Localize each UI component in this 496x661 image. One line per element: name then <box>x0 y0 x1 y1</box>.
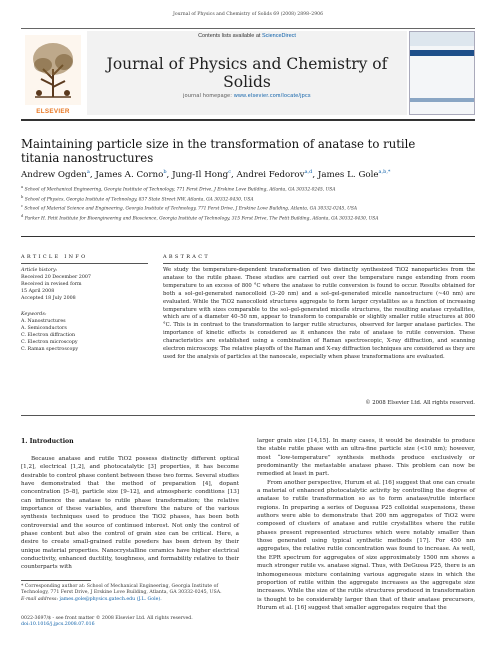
header-divider <box>21 236 475 237</box>
author-affil-mark: c <box>228 169 231 175</box>
masthead-bottom-rule <box>21 119 475 121</box>
elsevier-tree-icon <box>25 35 81 105</box>
keyword[interactable]: C. Raman spectroscopy <box>21 347 79 352</box>
affiliation-mark: d <box>21 214 24 219</box>
corresponding-author-footnote <box>21 584 239 603</box>
author-affil-mark: b <box>163 169 167 175</box>
affiliation-text: School of Physics, Georgia Institute of Technology, 837 State Street NW, Atlanta, GA 30332-0430, USA <box>24 197 254 203</box>
cover-stripe <box>410 50 474 56</box>
cover-stripe <box>410 98 474 102</box>
history-entry: 15 April 2008 <box>21 289 55 294</box>
affiliation-mark: c <box>21 204 24 209</box>
footnote-rule <box>21 580 91 581</box>
author-list: Andrew Ogden$^a$, James A. Corno$^b$, Jung-Il Hong$^c$, Andrei Fedorov$^{a,d}$, James L. Gole$^{a,b,*}$ <box>21 169 391 180</box>
affiliation-mark: b <box>21 194 24 199</box>
homepage-link[interactable]: www.elsevier.com/locate/jpcs <box>233 93 311 99</box>
contents-prefix: Contents lists available at <box>198 33 262 39</box>
body-paragraph: larger grain size [14,15]. In many cases, it would be desirable to produce the stable rutile phase with an ultra-fine particle size (<10 nm); however, most “low-temperature” synthesis methods produce exclusively or predominantly the metastable anatase phase. This problem can now be remedied at least in part. <box>257 438 475 478</box>
journal-cover-thumbnail <box>409 31 475 115</box>
issn-line: 0022-3697/$ - see front matter © 2008 Elsevier Ltd. All rights reserved. <box>21 616 193 621</box>
author-name[interactable]: Jung-Il Hong <box>172 169 229 180</box>
journal-title: Journal of Physics and Chemistry of Solids <box>106 55 388 91</box>
contents-line <box>87 33 407 39</box>
keywords-label: Keywords: <box>21 312 47 317</box>
affiliation-list <box>21 184 475 223</box>
abstract-copyright: © 2008 Elsevier Ltd. All rights reserved. <box>365 400 475 406</box>
keyword-list <box>21 311 148 353</box>
author-name[interactable]: Andrei Fedorov <box>236 169 305 180</box>
body-paragraph: From another perspective, Hurum et al. [16] suggest that one can create a material of enhanced photocatalytic activity by controlling the degree of anatase to rutile transformation so as to form anatase/rutile interface regions. In preparing a series of Degussa P25 colloidal suspensions, these authors were able to demonstrate that 200 nm aggregates of TiO2 were composed of clusters of anatase and rutile crystallites where the rutile phases present represented structures which were notably smaller than those generated using typical synthetic methods [17]. For 450 nm aggregates, the relative rutile concentration was found to increase. As well, the EPR spectrum for aggregates of size approximately 1500 nm shows a much stronger rutile vs. anatase signal. Thus, with DeGussa P25, there is an inhomogeneous mixture containing various aggregate sizes in which the proportion of rutile within the aggregate increases as the aggregate size increases. While the size of the rutile structures produced in transformation is thought to be considerably larger than that of their anatase precursors, Hurum et al. [16] suggest that smaller aggregates require that the <box>257 479 475 611</box>
affiliation <box>21 194 475 204</box>
article-info-heading: ARTICLE INFO <box>21 254 88 260</box>
doi-link[interactable]: doi:10.1016/j.jpcs.2008.07.016 <box>21 622 95 628</box>
affiliation-text: School of Mechanical Engineering, Georgia Institute of Technology, 771 Ferst Drive, J Erskine Love Building, Atlanta, GA 30332-0245, USA <box>24 187 336 193</box>
affiliation <box>21 184 475 194</box>
author-affil-mark: a,d <box>304 169 313 175</box>
author-name[interactable]: James L. Gole <box>317 169 379 180</box>
abstract-rule <box>163 263 475 264</box>
body-column-left <box>21 455 239 572</box>
affiliation-text: Parker H. Petit Institute for Bioengineering and Bioscience, Georgia Institute of Technology, 315 Ferst Drive, The Petit Building, Atlanta, GA 30332-0430, USA <box>24 216 379 222</box>
article-title-line: titania nanostructures <box>21 151 154 165</box>
author-email-link[interactable]: james.gole@physics.gatech.edu (J.L. Gole). <box>59 596 162 602</box>
publisher-name: ELSEVIER <box>36 108 70 115</box>
abstract-text: We study the temperature-dependent transformation of two distinctly synthesized TiO2 nanoparticles from the anatase to the rutile phase. These studies are carried out over the temperature range extending from room temperature to an excess of 800 °C where the anatase to rutile conversion is found to occur. Results obtained for both a sol–gel-generated nanocolloid (3–20 nm) and a sol–gel-generated micelle nanostructure (~40 nm) are evaluated. While the TiO2 nanocolloid structures aggregate to form larger crystallites as a function of increasing temperature with sizes comparable to the sol–gel-generated micelle structures, the resulting anatase crystallites, which are of a diameter 40–50 nm, appear to transform to comparable or slightly smaller rutile structures at 800 °C. This is in contrast to the transformation to larger rutile structures, observed for larger anatase particles. The importance of kinetic effects is considered as it enhances the rate of anatase to rutile conversion. These characteristics are established using a combination of Raman spectroscopic, X-ray diffraction, and scanning electron microscopy. The relative playoffs of the Raman and X-ray diffraction techniques are considered as they are used for the analysis of particles at the nanoscale, especially when phase transformations are evaluated. <box>163 267 475 360</box>
keyword[interactable]: C. Electron diffraction <box>21 333 76 338</box>
author-name[interactable]: Andrew Ogden <box>21 169 87 180</box>
journal-masthead <box>21 28 475 121</box>
body-paragraph: Because anatase and rutile TiO2 possess distinctly different optical [1,2], electrical [1,2], and photocatalytic [3] properties, it has become desirable to control phase content between these two forms. Several studies have demonstrated that the method of preparation [4], dopant concentration [5–8], particle size [9–12], and atmospheric conditions [13] can influence the anatase to rutile phase transformation; the relative importance of these variables, and therefore the nature of the various synthesis techniques used to produce the TiO2 phases, has been both controversial and the source of continued interest. Not only the control of phase content but also the control of grain size can be critical. Here, a desire to create small-grained rutile powders has been driven by their unique material properties. Nanocrystalline ceramics have higher electrical conductivity, enhanced ductility, toughness, and formability relative to their counterparts with <box>21 456 239 571</box>
article-info-rule <box>21 263 148 264</box>
author-name[interactable]: James A. Corno <box>95 169 164 180</box>
footnote-text: * Corresponding author at: School of Mechanical Engineering, Georgia Institute of Technology, 771 Ferst Drive, J Erskine Love Building, Atlanta, GA 30332-0245, USA. <box>21 584 222 596</box>
sciencedirect-link[interactable]: ScienceDirect <box>261 33 296 39</box>
abstract-heading: ABSTRACT <box>163 254 210 260</box>
abstract-bottom-rule <box>21 415 475 416</box>
footnote-email-line <box>21 597 239 603</box>
history-entry: Accepted 18 July 2008 <box>21 296 76 301</box>
front-matter <box>21 616 239 629</box>
elsevier-logo <box>25 35 81 119</box>
journal-homepage <box>87 93 407 99</box>
body-column-right <box>257 437 475 612</box>
keyword[interactable]: A. Nanostructures <box>21 319 66 324</box>
keyword[interactable]: C. Electron microscopy <box>21 340 78 345</box>
affiliation <box>21 213 475 223</box>
article-history <box>21 267 148 302</box>
affiliation-mark: a <box>21 185 24 189</box>
affiliation <box>21 203 475 213</box>
affiliation-text: School of Material Science and Engineering, Georgia Institute of Technology, 771 Ferst Drive, J Erskine Love Building, Atlanta, GA 30332-0245, USA <box>24 206 358 212</box>
email-label: E-mail address: <box>21 596 60 602</box>
history-entry: Received in revised form <box>21 282 82 287</box>
history-label: Article history: <box>21 268 58 273</box>
article-title <box>21 137 475 165</box>
running-head: Journal of Physics and Chemistry of Solids 69 (2008) 2898–2906 <box>172 12 323 17</box>
history-entry: Received 20 December 2007 <box>21 275 91 280</box>
masthead-center <box>87 31 407 115</box>
keyword[interactable]: A. Semiconductors <box>21 326 67 331</box>
author-affil-mark: a,b,* <box>378 169 391 175</box>
author-affil-mark: a <box>86 169 90 175</box>
section-heading-introduction: 1. Introduction <box>21 438 74 445</box>
homepage-prefix: journal homepage: <box>183 93 234 99</box>
masthead-top-rule <box>21 28 475 29</box>
article-title-line: Maintaining particle size in the transformation of anatase to rutile <box>21 137 416 151</box>
